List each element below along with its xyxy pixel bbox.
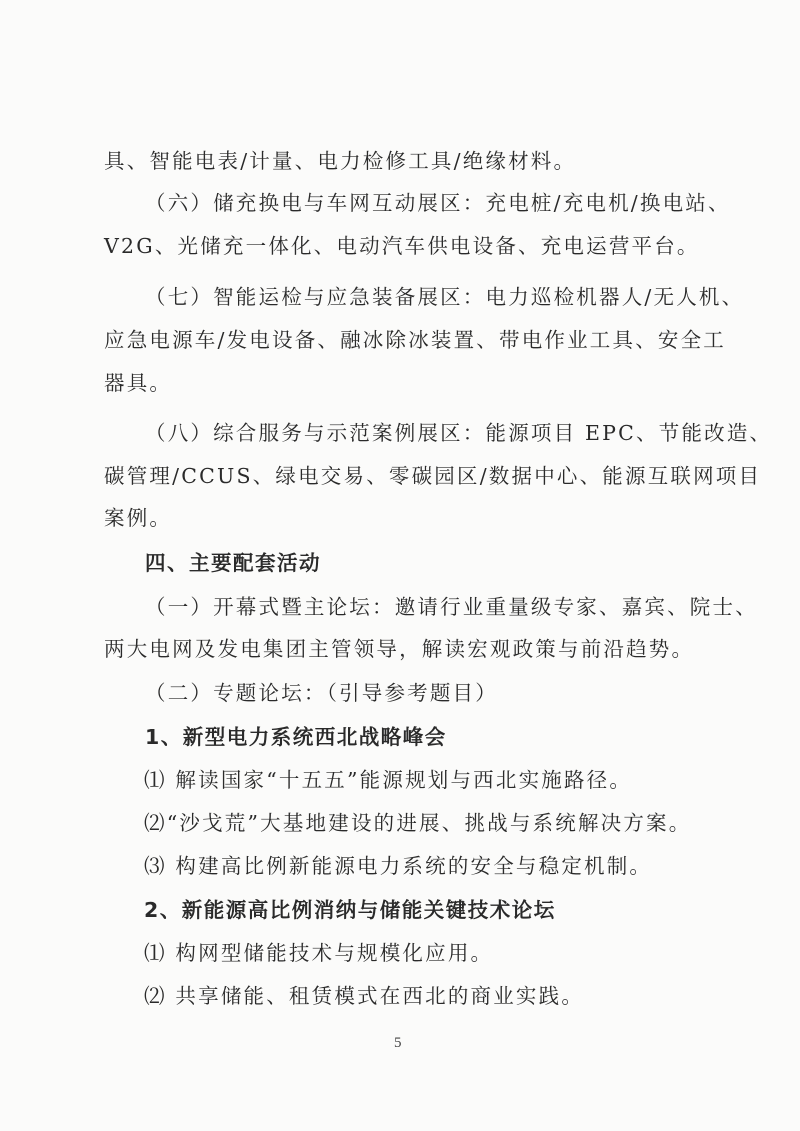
text-line: V2G、光储充一体化、电动汽车供电设备、充电运营平台。 xyxy=(104,234,700,258)
text-line: 案例。 xyxy=(104,506,173,530)
activity-1-heading: （一）开幕式暨主论坛：邀请行业重量级专家、嘉宾、院士、 xyxy=(145,595,758,619)
forum-2-topic-2: ⑵ 共享储能、租赁模式在西北的商业实践。 xyxy=(144,984,585,1008)
forum-1-topic-1: ⑴ 解读国家“十五五”能源规划与西北实施路径。 xyxy=(144,768,633,792)
forum-1-title: 1、新型电力系统西北战略峰会 xyxy=(145,725,447,749)
exhibit-zone-7-heading: （七）智能运检与应急装备展区：电力巡检机器人/无人机、 xyxy=(145,285,745,309)
forum-2-title: 2、新能源高比例消纳与储能关键技术论坛 xyxy=(144,898,556,922)
text-line: 器具。 xyxy=(104,371,173,395)
exhibit-zone-8-heading: （八）综合服务与示范案例展区：能源项目 EPC、节能改造、 xyxy=(145,421,773,445)
section-heading: 四、主要配套活动 xyxy=(145,551,321,575)
forum-2-topic-1: ⑴ 构网型储能技术与规模化应用。 xyxy=(144,941,494,965)
text-line: 两大电网及发电集团主管领导，解读宏观政策与前沿趋势。 xyxy=(104,637,695,661)
activity-2-heading: （二）专题论坛：（引导参考题目） xyxy=(145,681,498,705)
text-line: 碳管理/CCUS、绿电交易、零碳园区/数据中心、能源互联网项目 xyxy=(104,464,762,488)
page-number: 5 xyxy=(394,1035,402,1051)
text-line: 应急电源车/发电设备、融冰除冰装置、带电作业工具、安全工 xyxy=(104,328,727,352)
exhibit-zone-6-heading: （六）储充换电与车网互动展区：充电桩/充电机/换电站、 xyxy=(145,191,731,215)
forum-1-topic-3: ⑶ 构建高比例新能源电力系统的安全与稳定机制。 xyxy=(144,854,653,878)
forum-1-topic-2: ⑵“沙戈荒”大基地建设的进展、挑战与系统解决方案。 xyxy=(144,811,692,835)
text-line: 具、智能电表/计量、电力检修工具/绝缘材料。 xyxy=(104,149,577,173)
